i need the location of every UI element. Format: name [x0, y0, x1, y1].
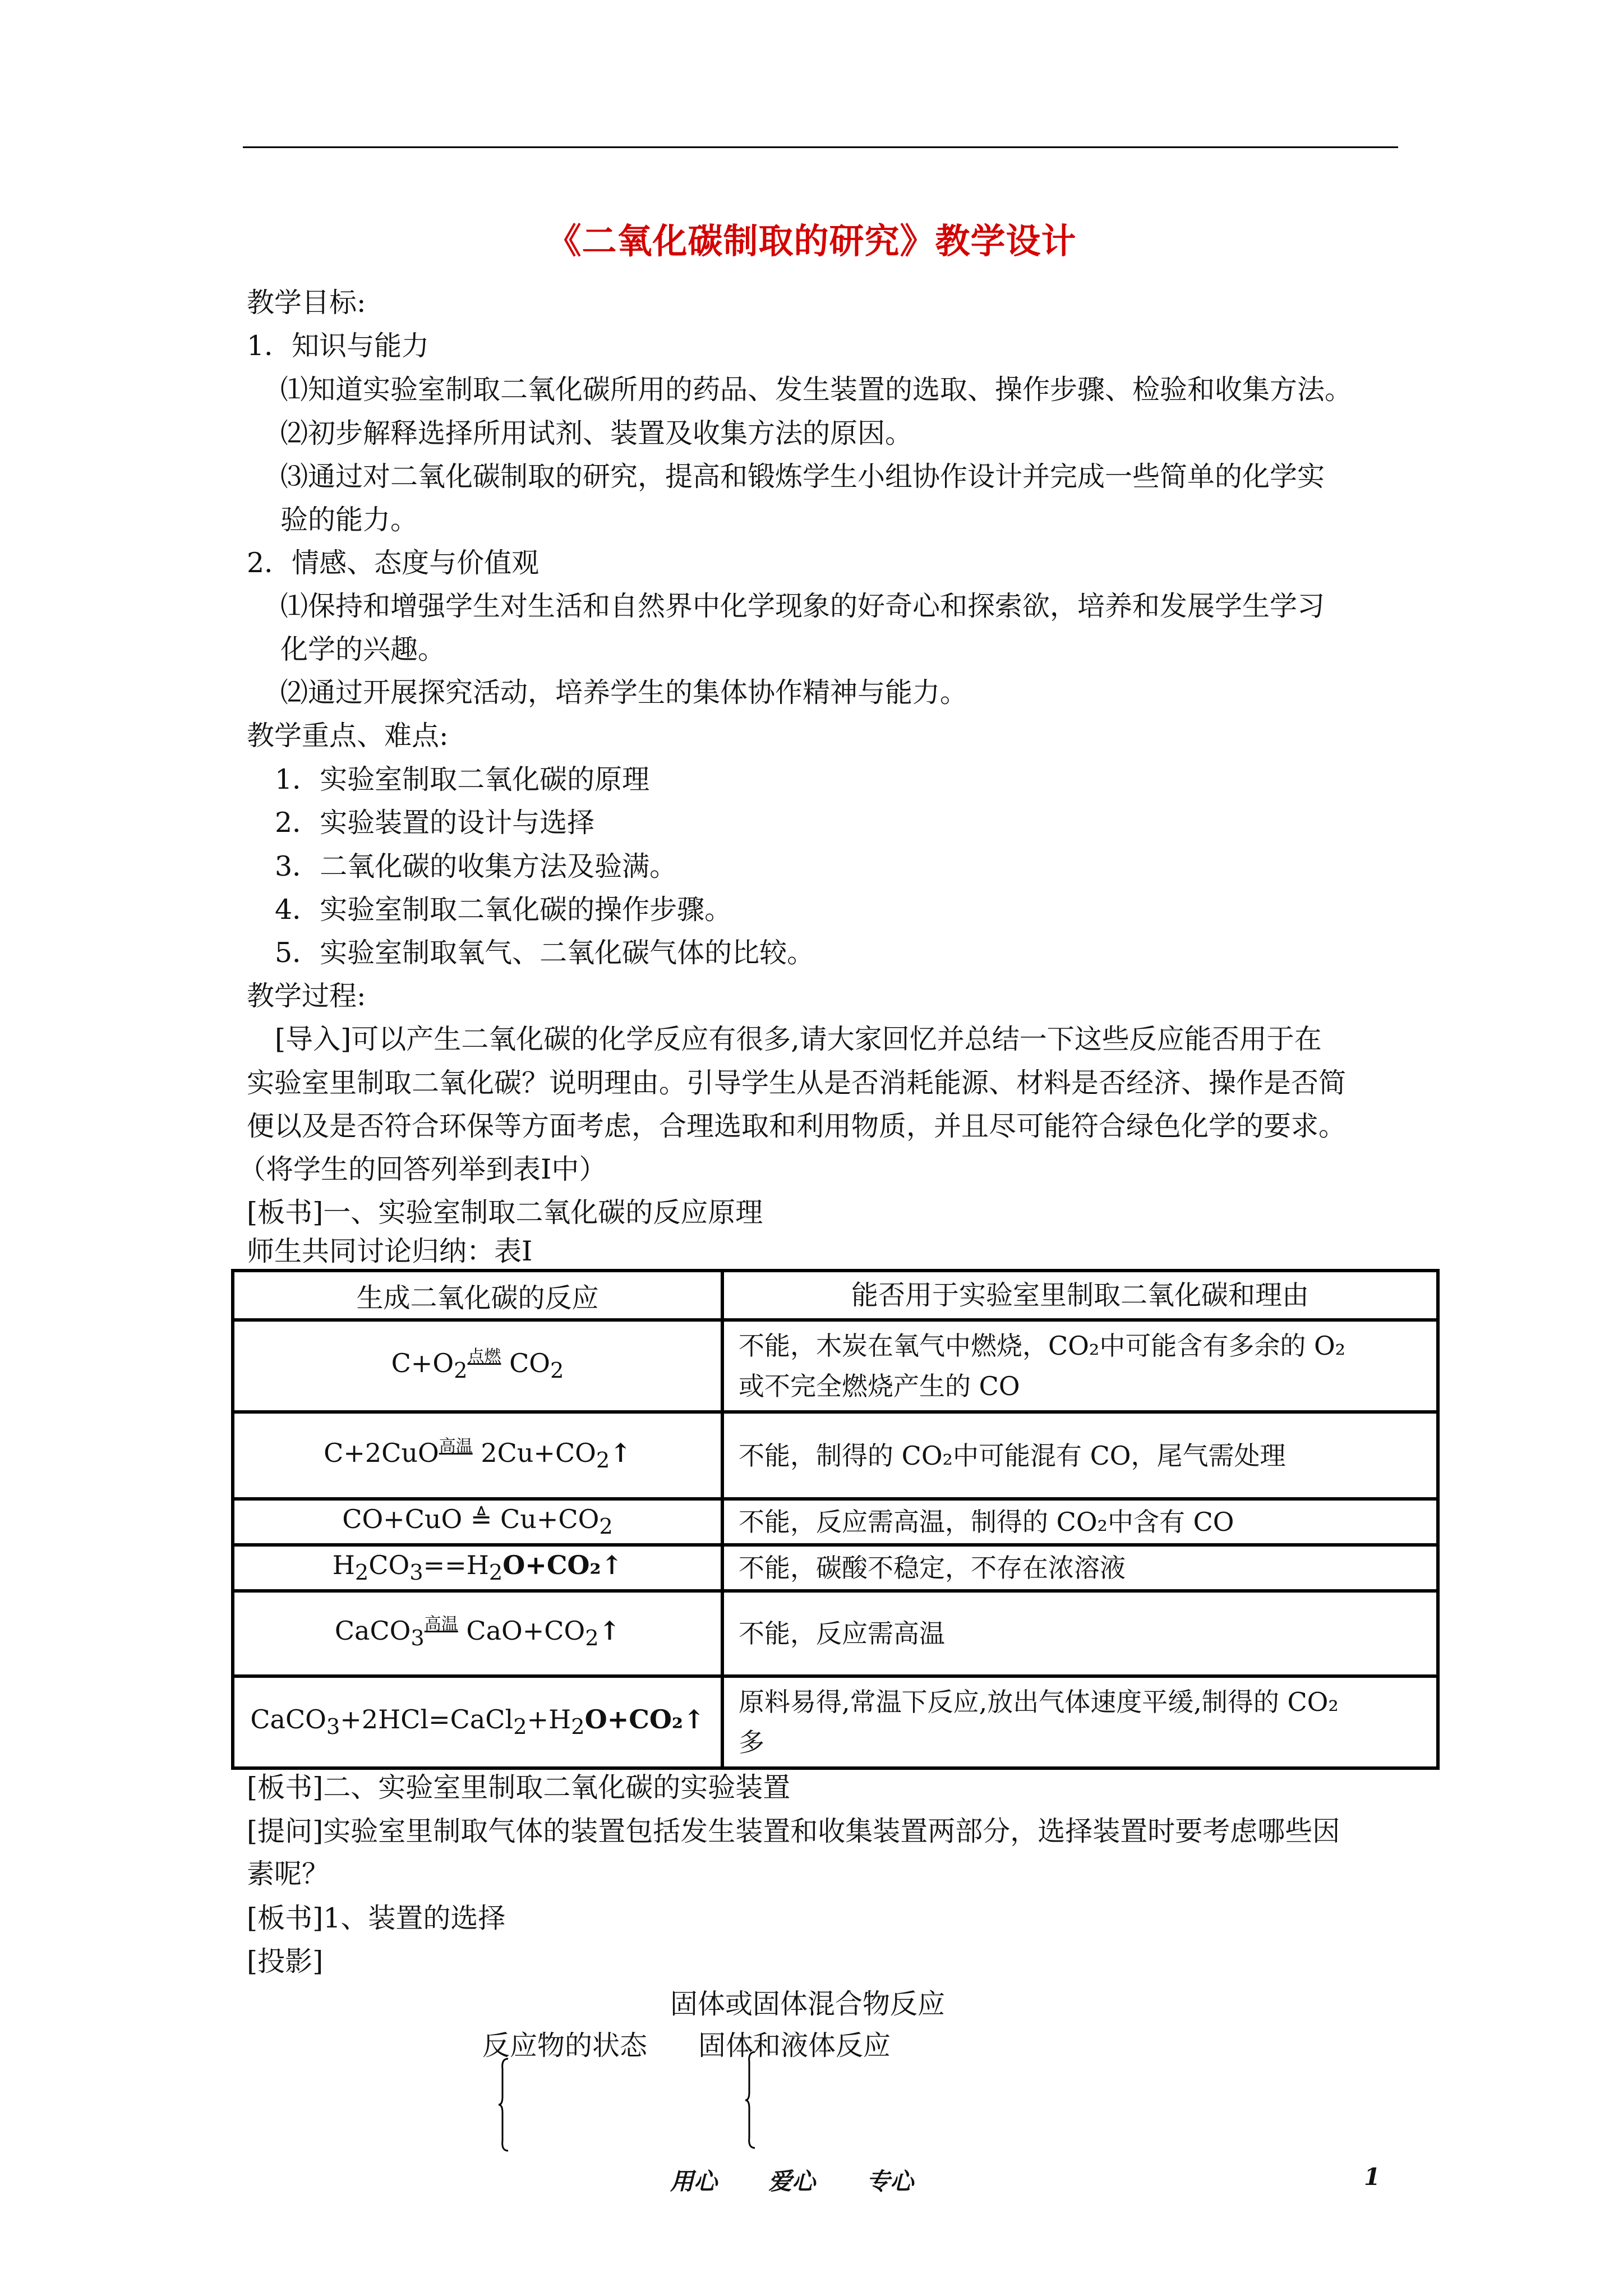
- table-row: [233, 1320, 1438, 1412]
- header-rule: [243, 146, 1398, 148]
- page-title: 《二氧化碳制取的研究》教学设计: [546, 220, 1077, 261]
- table-row: [233, 1499, 1438, 1545]
- reaction-table: [231, 1269, 1440, 1770]
- table-caption: 师生共同讨论归纳：表Ⅰ: [247, 1235, 533, 1267]
- intro-line: （将学生的回答列举到表Ⅰ中）: [238, 1153, 607, 1185]
- board-note: [板书]二、实验室里制取二氧化碳的实验装置: [247, 1772, 791, 1803]
- objectives-section-1: 1．知识与能力: [247, 330, 430, 362]
- page-number: 1: [1364, 2163, 1381, 2191]
- reaction-reason: 不能，木炭在氧气中燃烧，CO₂中可能含有多余的 O₂ 或不完全燃烧产生的 CO: [722, 1320, 1438, 1412]
- objective-item: ⑵初步解释选择所用试剂、装置及收集方法的原因。: [280, 417, 913, 449]
- key-point-item: 2．实验装置的设计与选择: [275, 807, 595, 839]
- table-header-cell: 能否用于实验室里制取二氧化碳和理由: [722, 1271, 1438, 1320]
- reaction-reason: 不能，反应需高温: [722, 1591, 1438, 1676]
- diagram-option-solid-liquid: 固体和液体反应: [698, 2030, 891, 2062]
- reaction-equation: C+2CuO$^{高温}$ $2Cu+CO_2↑$: [233, 1412, 722, 1499]
- objective-item: 化学的兴趣。: [280, 633, 446, 665]
- reaction-reason: 不能，碳酸不稳定，不存在浓溶液: [722, 1545, 1438, 1591]
- reaction-equation: CO+CuO ≜ $Cu+CO_2$: [233, 1499, 722, 1545]
- footer-motto: 爱心: [768, 2168, 816, 2195]
- table-header-cell: 生成二氧化碳的反应: [233, 1271, 722, 1320]
- objective-item: ⑴保持和增强学生对生活和自然界中化学现象的好奇心和探索欲，培养和发展学生学习: [280, 590, 1325, 622]
- table-row: [233, 1676, 1438, 1768]
- key-point-item: 3．二氧化碳的收集方法及验满。: [275, 850, 677, 882]
- board-note: [板书]1、装置的选择: [247, 1902, 506, 1934]
- intro-line: [导入]可以产生二氧化碳的化学反应有很多,请大家回忆并总结一下这些反应能否用于在: [275, 1023, 1322, 1055]
- objective-item: ⑵通过开展探究活动，培养学生的集体协作精神与能力。: [280, 677, 968, 708]
- reaction-equation: $H_2CO_3==H_2O+CO_2↑$: [233, 1545, 722, 1591]
- diagram-option-solid: 固体或固体混合物反应: [670, 1988, 946, 2020]
- diagram-root-label: 反应物的状态: [482, 2030, 648, 2062]
- board-note: [板书]一、实验室制取二氧化碳的反应原理: [247, 1197, 763, 1228]
- objective-item: ⑶通过对二氧化碳制取的研究，提高和锻炼学生小组协作设计并完成一些简单的化学实: [280, 461, 1325, 493]
- intro-line: 便以及是否符合环保等方面考虑，合理选取和利用物质，并且尽可能符合绿色化学的要求。: [247, 1110, 1347, 1142]
- table-row: [233, 1545, 1438, 1591]
- left-brace-icon: [745, 2051, 756, 2149]
- reaction-reason: 原料易得,常温下反应,放出气体速度平缓,制得的 CO₂ 多: [722, 1676, 1438, 1768]
- reaction-equation: $CaCO_3+2HCl=CaCl_2+H_2O+CO_2↑$: [233, 1676, 722, 1768]
- reaction-reason: 不能，制得的 CO₂中可能混有 CO，尾气需处理: [722, 1412, 1438, 1499]
- reaction-equation: CaCO$_3^{高温}$ $CaO+CO_2↑$: [233, 1591, 722, 1676]
- question-line: [提问]实验室里制取气体的装置包括发生装置和收集装置两部分，选择装置时要考虑哪些因: [247, 1815, 1340, 1847]
- objectives-section-2: 2．情感、态度与价值观: [247, 547, 540, 579]
- objective-item: ⑴知道实验室制取二氧化碳所用的药品、发生装置的选取、操作步骤、检验和收集方法。: [280, 374, 1353, 406]
- key-point-item: 1．实验室制取二氧化碳的原理: [275, 763, 650, 795]
- objectives-heading: 教学目标:: [247, 287, 366, 319]
- key-points-heading: 教学重点、难点:: [247, 720, 449, 752]
- reaction-reason: 不能，反应需高温，制得的 CO₂中含有 CO: [722, 1499, 1438, 1545]
- key-point-item: 5．实验室制取氧气、二氧化碳气体的比较。: [275, 937, 815, 969]
- table-header-row: [233, 1271, 1438, 1320]
- intro-line: 实验室里制取二氧化碳？说明理由。引导学生从是否消耗能源、材料是否经济、操作是否简: [247, 1067, 1347, 1099]
- table-row: [233, 1412, 1438, 1499]
- process-heading: 教学过程:: [247, 980, 366, 1012]
- footer-motto: 用心: [670, 2168, 718, 2195]
- left-brace-icon: [498, 2058, 509, 2152]
- reaction-equation: $C+O_2^{点燃}$ $CO_2$: [233, 1320, 722, 1412]
- projection-label: [投影]: [247, 1945, 324, 1977]
- question-line: 素呢？: [247, 1858, 330, 1890]
- objective-item: 验的能力。: [280, 504, 418, 536]
- footer-motto: 专心: [866, 2168, 914, 2195]
- key-point-item: 4．实验室制取二氧化碳的操作步骤。: [275, 894, 732, 926]
- table-row: [233, 1591, 1438, 1676]
